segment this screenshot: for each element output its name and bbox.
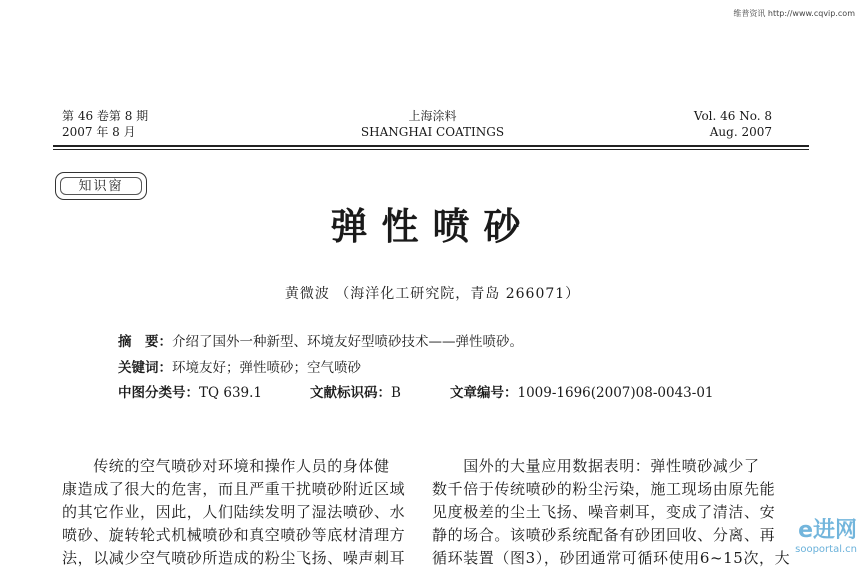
watermark — [795, 513, 857, 555]
source-note: 维普资讯 http://www.cqvip.com — [733, 9, 855, 18]
header-volume-en — [694, 108, 772, 140]
keywords-label: 关键词： — [118, 360, 172, 376]
keywords-text: 环境友好；弹性喷砂；空气喷砂 — [172, 360, 361, 376]
article-number — [450, 381, 714, 401]
body-right-line: 见度极差的尘土飞扬、噪音刺耳，变成了清洁、安 — [432, 503, 776, 521]
body-left-column — [62, 455, 405, 570]
abstract — [118, 330, 523, 350]
header-journal-en: SHANGHAI COATINGS — [360, 125, 505, 139]
doc-code-value: B — [391, 385, 401, 401]
watermark-sub: sooportal.cn — [795, 544, 857, 555]
body-right-line: 数千倍于传统喷砂的粉尘污染，施工现场由原先能 — [432, 480, 776, 498]
clc-label: 中图分类号： — [118, 385, 199, 401]
header-date-en-text: Aug. 2007 — [709, 125, 772, 139]
watermark-main: e进网 — [798, 518, 857, 543]
header-volume-en-text: Vol. 46 No. 8 — [693, 109, 772, 123]
body-right-line: 循环装置（图3），砂团通常可循环使用6~15次，大 — [432, 549, 791, 567]
keywords — [118, 356, 361, 376]
doc-code — [310, 381, 401, 401]
header-volume-issue-text: 第 46 卷第 8 期 — [62, 109, 149, 123]
abstract-label: 摘 要： — [118, 334, 172, 350]
body-left-line: 传统的空气喷砂对环境和操作人员的身体健 — [62, 457, 390, 475]
header-journal-cn: 上海涂料 — [408, 109, 457, 123]
article-number-value: 1009-1696(2007)08-0043-01 — [517, 385, 714, 401]
clc-value: TQ 639.1 — [199, 385, 263, 401]
classification-line — [118, 381, 262, 401]
header-date-text: 2007 年 8 月 — [62, 125, 136, 139]
doc-code-label: 文献标识码： — [310, 385, 391, 401]
header-rule-thick — [53, 145, 809, 147]
body-right-line: 静的场合。该喷砂系统配备有砂团回收、分离、再 — [432, 526, 776, 544]
author-affiliation: 黄微波 （海洋化工研究院，青岛 266071） — [284, 286, 581, 302]
abstract-text: 介绍了国外一种新型、环境友好型喷砂技术——弹性喷砂。 — [172, 334, 523, 350]
body-left-line: 康造成了很大的危害，而且严重干扰喷砂附近区域 — [62, 480, 406, 498]
header-rule-thin — [53, 149, 809, 150]
article-number-label: 文章编号： — [450, 385, 518, 401]
body-right-column — [432, 455, 790, 570]
article-title: 弹性喷砂 — [330, 205, 535, 248]
body-left-line: 法，以减少空气喷砂所造成的粉尘飞扬、噪声刺耳 — [62, 549, 406, 567]
body-right-line: 国外的大量应用数据表明：弹性喷砂减少了 — [432, 457, 760, 475]
section-badge-label: 知识窗 — [60, 177, 142, 195]
body-left-line: 的其它作业，因此，人们陆续发明了湿法喷砂、水 — [62, 503, 406, 521]
body-left-line: 喷砂、旋转轮式机械喷砂和真空喷砂等底材清理方 — [62, 526, 406, 544]
